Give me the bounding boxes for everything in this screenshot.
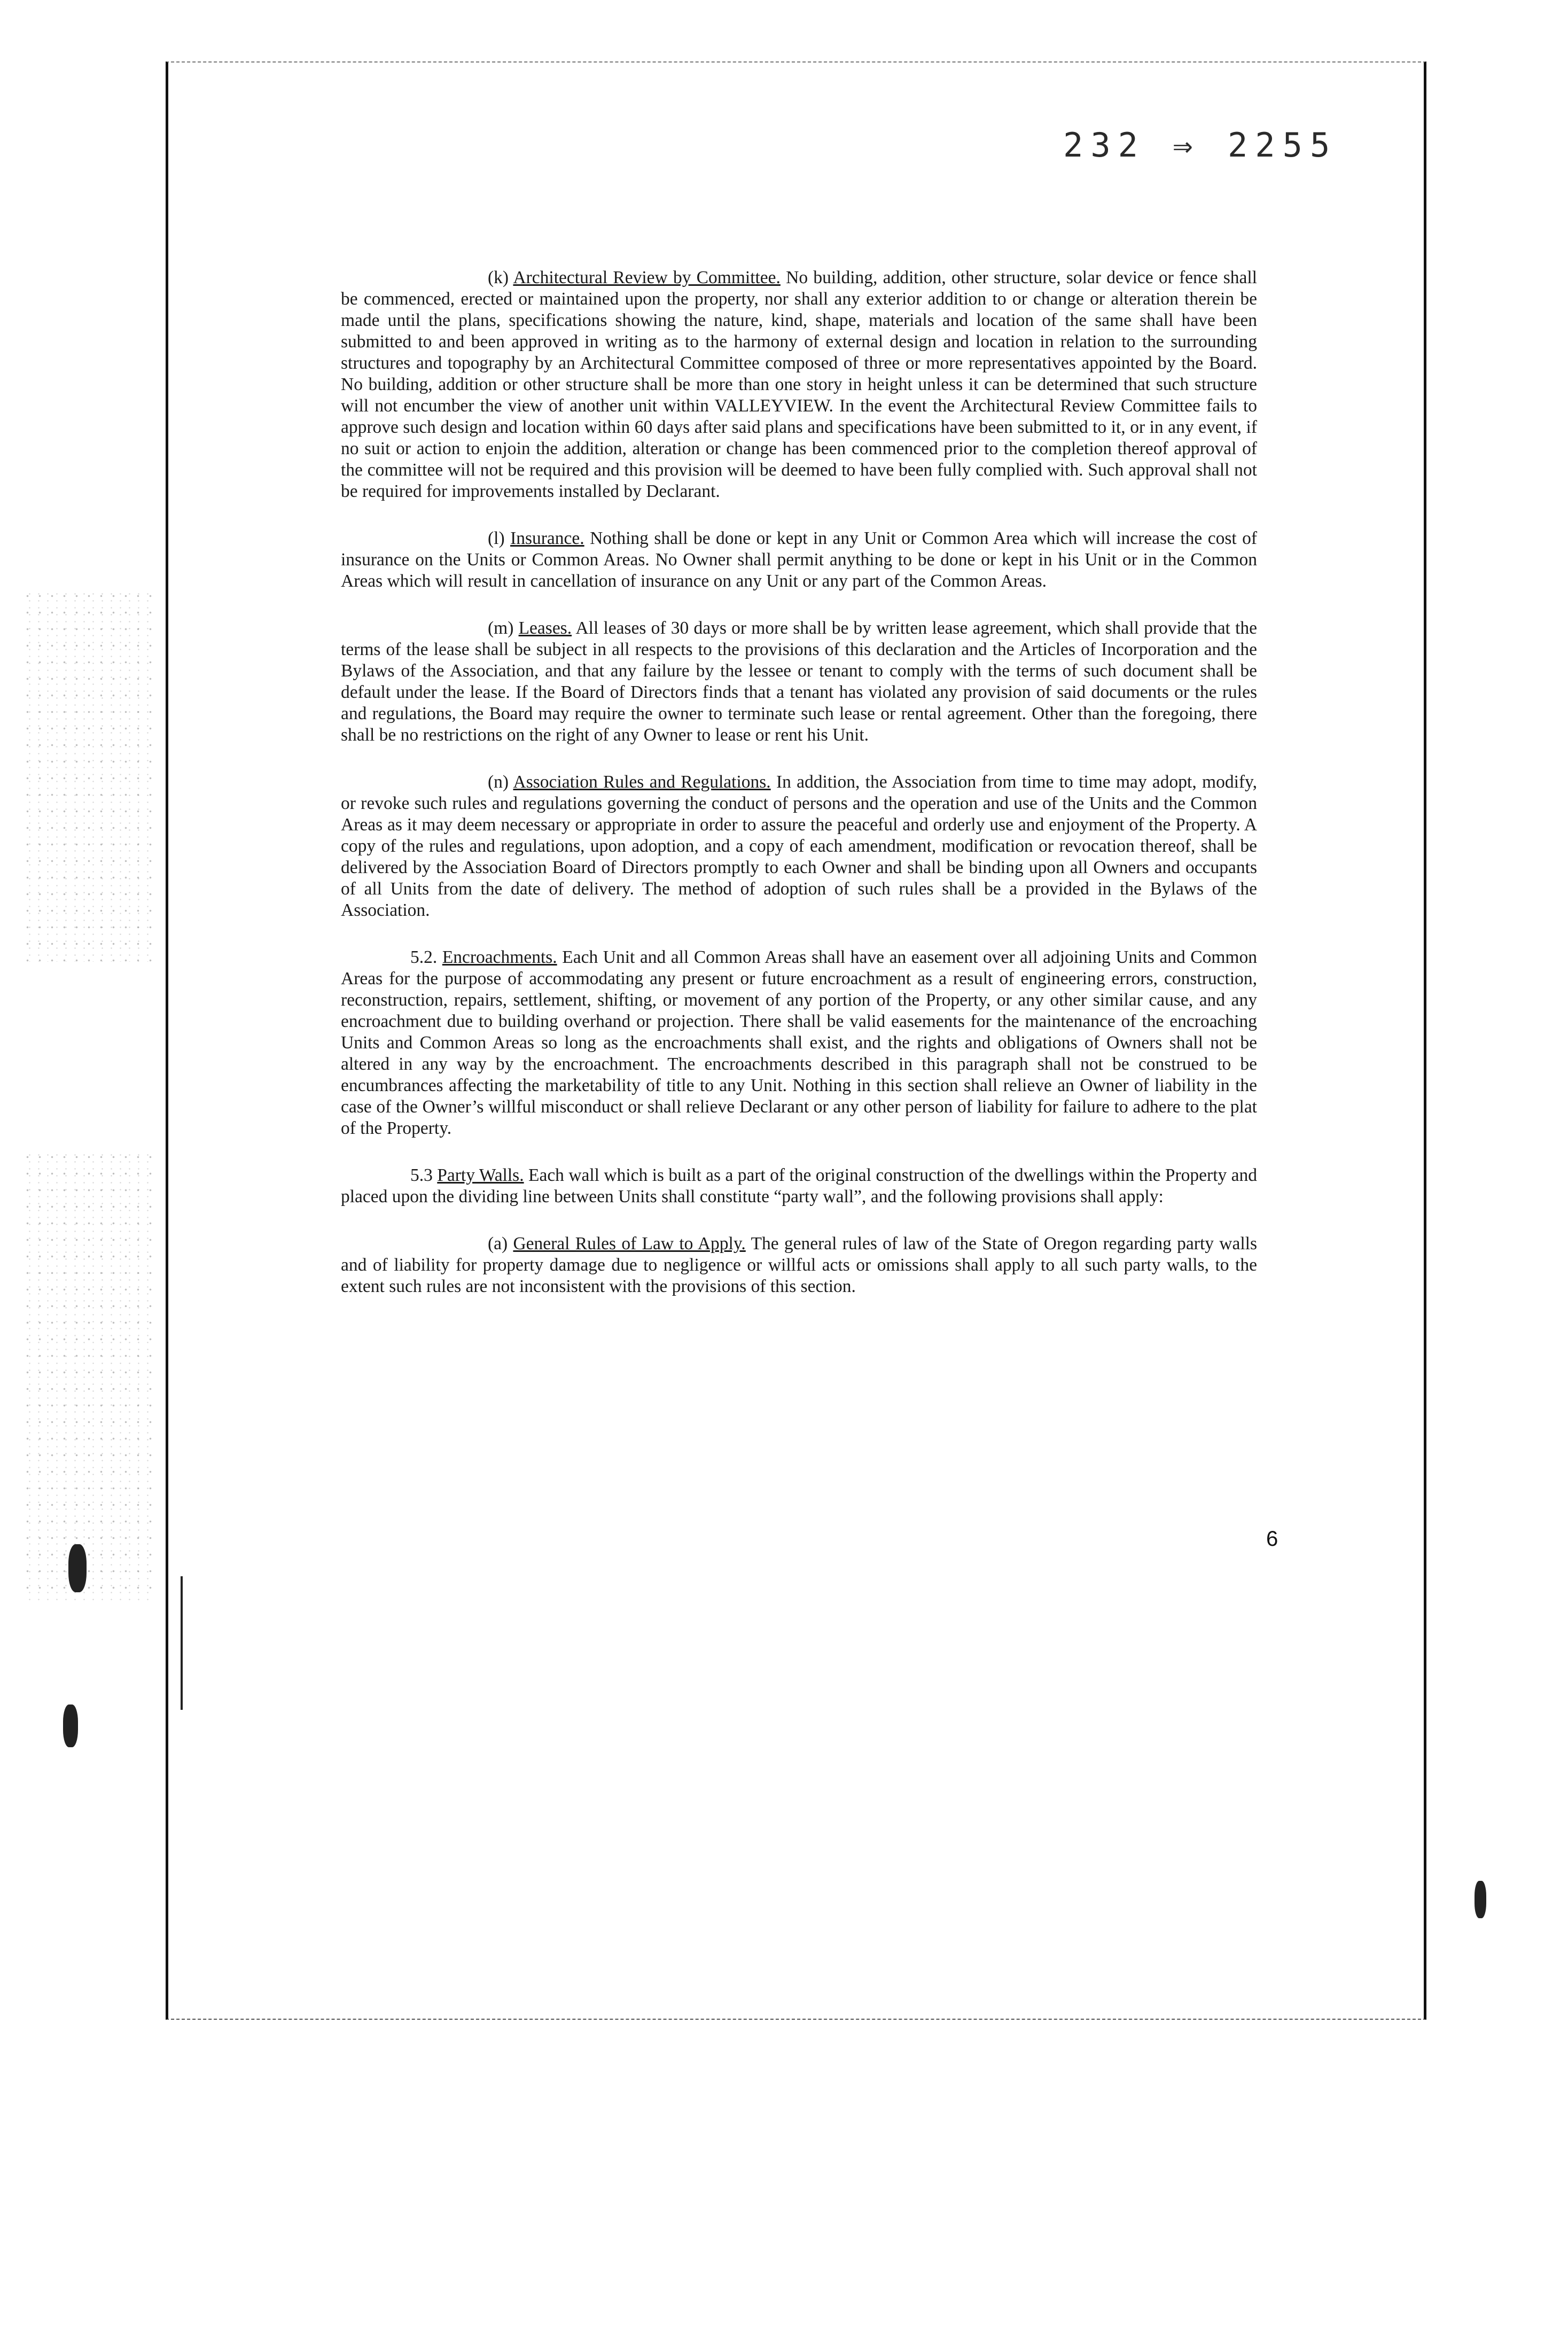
section-heading: Party Walls.: [437, 1165, 524, 1185]
scan-blot: [1475, 1881, 1486, 1918]
section-5-3: [341, 1165, 1257, 1208]
paragraph-text: In addition, the Association from time to time may adopt, modify, or revoke such rules and regulations governing the conduct of persons and the operation and use of the Units and the Common Areas as it may deem necessary or appropriate in order to assure the peaceful and orderly use and enjoyment of the Property. A copy of the rules and regulations, upon adoption, and a copy of each amendment, modification or revocation thereof, shall be delivered by the Association Board of Directors promptly to each Owner and shall be binding upon all Owners and occupants of all Units from the date of delivery. The method of adoption of such rules shall be a provided in the Bylaws of the Association.: [341, 772, 1257, 920]
scan-noise: [21, 588, 155, 962]
paragraph-heading: Leases.: [518, 618, 572, 638]
paragraph-text: No building, addition, other structure, solar device or fence shall be commenced, erected or maintained upon the property, nor shall any exterior addition to or change or alteration therein be made until the plans, specifications showing the nature, kind, shape, materials and location of the same shall have been submitted to and been approved in writing as to the harmony of external design and location in relation to the surrounding structures and topography by an Architectural Committee composed of three or more representatives appointed by the Board. No building, addition or other structure shall be more than one story in height unless it can be determined that such structure will not encumber the view of another unit within VALLEYVIEW. In the event the Architectural Review Committee fails to approve such design and location within 60 days after said plans and specifications have been submitted to it, or in any event, if no suit or action to enjoin the addition, alteration or change has been commenced prior to the completion thereof approval of the committee will not be required and this provision will be deemed to have been fully complied with. Such approval shall not be required for improvements installed by Declarant.: [341, 268, 1257, 501]
section-heading: Encroachments.: [442, 947, 557, 967]
subparagraph-heading: General Rules of Law to Apply.: [513, 1234, 746, 1254]
book-page-reference: 232 ⇒ 2255: [1063, 126, 1338, 165]
scan-blot: [68, 1544, 87, 1592]
section-text: Each wall which is built as a part of the original construction of the dwellings within the Property and placed upon the dividing line between Units shall constitute “party wall”, and the following provisions shall apply:: [341, 1165, 1258, 1207]
paragraph-text: Nothing shall be done or kept in any Unit or Common Area which will increase the cost of insurance on the Units or Common Areas. No Owner shall permit anything to be done or kept in his Unit or in the Common Areas which will result in cancellation of insurance on any Unit or any part of the Common Areas.: [341, 528, 1258, 591]
paragraph-n: [341, 772, 1257, 921]
paragraph-heading: Association Rules and Regulations.: [513, 772, 771, 792]
page-number: 6: [1266, 1527, 1278, 1551]
subparagraph-label: (a): [488, 1234, 508, 1254]
paragraph-label: (k): [488, 268, 509, 287]
document-body: [341, 267, 1257, 1323]
scan-noise: [21, 1149, 155, 1603]
paragraph-label: (m): [488, 618, 514, 638]
paragraph-m: [341, 618, 1257, 746]
paragraph-heading: Insurance.: [510, 528, 584, 548]
paragraph-label: (l): [488, 528, 505, 548]
section-5-2: [341, 947, 1257, 1139]
section-number: 5.2.: [410, 947, 438, 967]
subparagraph-a: [341, 1233, 1257, 1297]
section-number: 5.3: [410, 1165, 433, 1185]
paragraph-k: [341, 267, 1257, 502]
section-text: Each Unit and all Common Areas shall have an easement over all adjoining Units and Common Areas for the purpose of accommodating any present or future encroachment as a result of engineering errors, construction, reconstruction, repairs, settlement, shifting, or movement of any portion of the Property, or any other similar cause, and any encroachment due to building overhand or projection. There shall be valid easements for the maintenance of the encroaching Units and Common Areas so long as the encroachments shall exist, and the rights and obligations of Owners shall not be altered in any way by the encroachment. The encroachments described in this paragraph shall not be construed to be encumbrances affecting the marketability of title to any Unit. Nothing in this section shall relieve an Owner of liability in the case of the Owner’s willful misconduct or shall relieve Declarant or any other person of liability for failure to adhere to the plat of the Property.: [341, 947, 1257, 1138]
scan-margin-bar: [181, 1576, 183, 1710]
paragraph-label: (n): [488, 772, 509, 792]
paragraph-heading: Architectural Review by Committee.: [513, 268, 781, 287]
paragraph-l: [341, 528, 1257, 592]
subparagraph-text: The general rules of law of the State of Oregon regarding party walls and of liability for property damage due to negligence or willful acts or omissions shall apply to all such party walls, to the extent such rules are not inconsistent with the provisions of this section.: [341, 1234, 1257, 1296]
paragraph-text: All leases of 30 days or more shall be by written lease agreement, which shall provide that the terms of the lease shall be subject in all respects to the provisions of this declaration and the Articles of Incorporation and the Bylaws of the Association, and that any failure by the lessee or tenant to comply with the terms of such document shall be default under the lease. If the Board of Directors finds that a tenant has violated any provision of said documents or the rules and regulations, the Board may require the owner to terminate such lease or rental agreement. Other than the foregoing, there shall be no restrictions on the right of any Owner to lease or rent his Unit.: [341, 618, 1257, 745]
scan-blot: [63, 1704, 78, 1747]
